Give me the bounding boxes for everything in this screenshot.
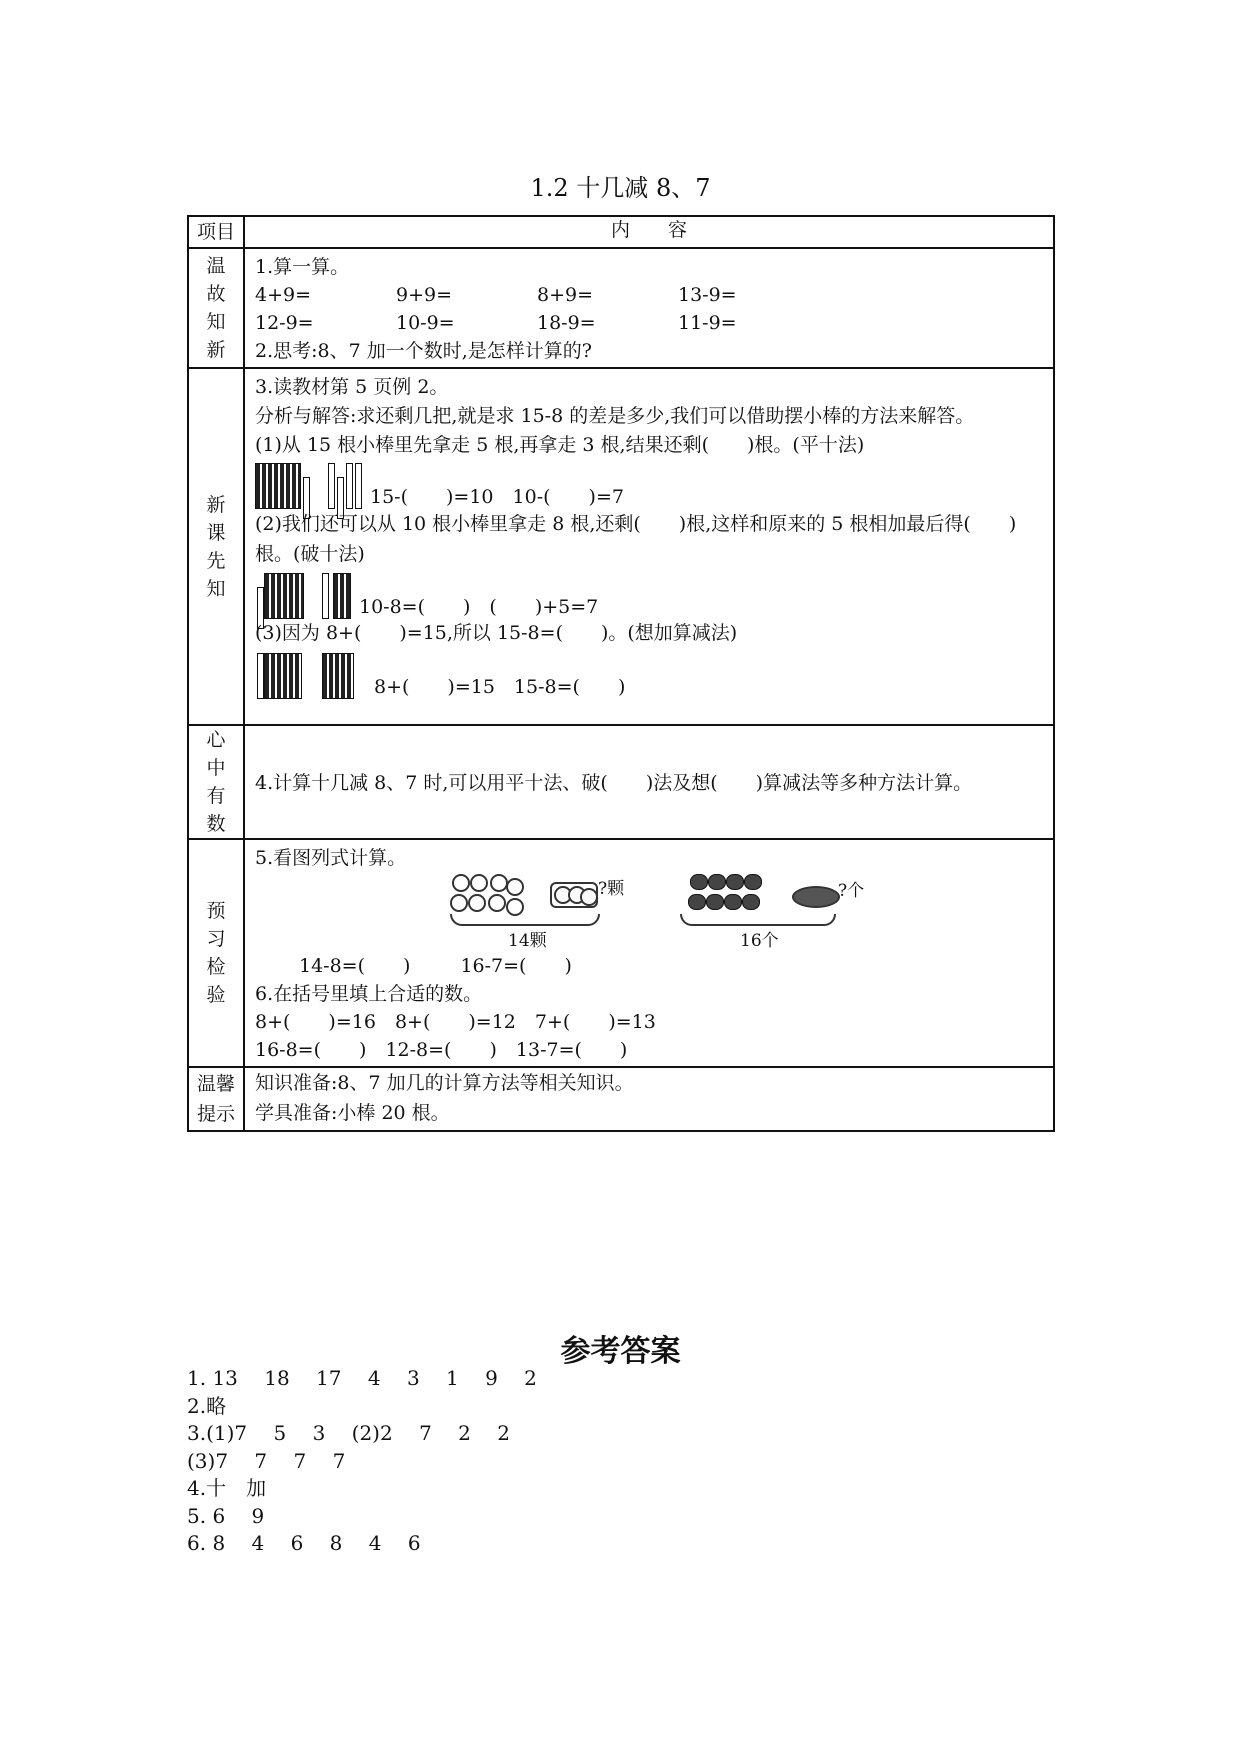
- answer-line: 2.略: [187, 1393, 227, 1418]
- fill-item: 8+( )=16: [255, 1011, 376, 1033]
- answer-line: (3)7 7 7 7: [187, 1448, 346, 1473]
- stick-bundle-illustration: [322, 653, 354, 699]
- answer-line: 3.(1)7 5 3 (2)2 7 2 2: [187, 1421, 510, 1445]
- answer-line: 5. 6 9: [187, 1503, 265, 1528]
- answer-line: 1. 13 18 17 4 3 1 9 2: [187, 1366, 537, 1390]
- ball-illustration: [490, 874, 508, 892]
- brace-icon: [450, 914, 600, 926]
- section-tips: [244, 1067, 1054, 1131]
- sticks-figure-2: [255, 569, 1045, 619]
- header-item-cell: [188, 216, 244, 248]
- section-new: [244, 368, 1054, 725]
- analysis-text: 分析与解答:求还剩几把,就是求 15-8 的差是多少,我们可以借助摆小棒的方法来解答。: [255, 405, 975, 427]
- stick-illustration: [322, 573, 329, 619]
- ball-illustration: [488, 894, 506, 912]
- section-check: [244, 839, 1054, 1067]
- stick-illustration: [346, 463, 353, 509]
- stick-illustration: [355, 463, 362, 509]
- fill-item: 16-8=( ): [255, 1039, 367, 1061]
- sticks-figure-3: [255, 647, 1045, 699]
- ball-illustration: [452, 874, 470, 892]
- picture-2-question: ?个: [838, 881, 865, 901]
- calc-row-1: [255, 281, 1045, 309]
- calc-row-2: [255, 309, 1045, 337]
- section-label-check: 预习检验: [188, 839, 244, 1067]
- method-1-equation: 15-( )=10 10-( )=7: [370, 486, 624, 508]
- calc-item: 10-9=: [396, 312, 455, 334]
- strawberry-illustration: [688, 894, 706, 910]
- tips-label-line: 提示: [196, 1103, 235, 1125]
- question-6: 6.在括号里填上合适的数。: [255, 983, 483, 1005]
- fill-row-1: [255, 1008, 1045, 1036]
- picture-2-equation: 16-7=( ): [460, 955, 572, 977]
- question-5: 5.看图列式计算。: [255, 847, 407, 869]
- question-3: 3.读教材第 5 页例 2。: [255, 376, 449, 398]
- stick-illustration: [257, 653, 264, 699]
- question-1: 1.算一算。: [255, 256, 350, 278]
- answer-line: 4.十 加: [187, 1476, 267, 1500]
- fill-item: 7+( )=13: [534, 1011, 656, 1033]
- fill-row-2: [255, 1036, 1045, 1064]
- picture-1-question: ?颗: [598, 879, 625, 899]
- ball-illustration: [506, 878, 524, 896]
- section-review: [244, 248, 1054, 368]
- fill-item: 12-8=( ): [385, 1039, 497, 1061]
- stick-bundle-illustration: [255, 463, 301, 509]
- question-2: 2.思考:8、7 加一个数时,是怎样计算的?: [255, 340, 592, 362]
- picture-berries: [680, 872, 880, 952]
- section-label-new: 新课先知: [188, 368, 244, 725]
- section-mind: [244, 725, 1054, 839]
- picture-equations: [255, 952, 1045, 980]
- sticks-figure-1: [255, 459, 1045, 509]
- strawberry-illustration: [744, 874, 762, 890]
- picture-1-total: 14颗: [508, 931, 547, 951]
- method-2-equation: 10-8=( ) ( )+5=7: [359, 596, 599, 618]
- picture-problems: [255, 872, 1045, 952]
- calc-item: 9+9=: [396, 284, 453, 306]
- ball-illustration: [468, 894, 486, 912]
- calc-item: 13-9=: [678, 284, 737, 306]
- stick-illustration: [328, 463, 335, 509]
- plate-illustration: [792, 886, 840, 908]
- calc-item: 11-9=: [678, 312, 737, 334]
- tip-knowledge: 知识准备:8、7 加几的计算方法等相关知识。: [255, 1072, 634, 1094]
- question-4: 4.计算十几减 8、7 时,可以用平十法、破( )法及想( )算减法等多种方法计算。: [255, 772, 973, 794]
- method-3-equation: 8+( )=15 15-8=( ): [374, 676, 626, 698]
- ball-illustration: [450, 894, 468, 912]
- answer-line: 6. 8 4 6 8 4 6: [187, 1531, 421, 1555]
- strawberry-illustration: [690, 874, 708, 890]
- brace-icon: [680, 914, 836, 926]
- header-content: 内 容: [610, 219, 687, 241]
- section-label-mind: 心中有数: [188, 725, 244, 839]
- method-1-text: (1)从 15 根小棒里先拿走 5 根,再拿走 3 根,结果还剩( )根。(平十法): [255, 434, 865, 456]
- page-title: 1.2 十几减 8、7: [530, 174, 711, 202]
- header-item: 项目: [196, 221, 235, 243]
- ball-illustration: [580, 888, 598, 906]
- answers-list: [187, 1365, 537, 1558]
- answers-title: 参考答案: [560, 1334, 681, 1369]
- lesson-table: [187, 215, 1055, 1132]
- strawberry-illustration: [724, 894, 742, 910]
- stick-bundle-illustration: [333, 573, 351, 619]
- stick-bundle-illustration: [264, 653, 302, 699]
- calc-item: 8+9=: [537, 284, 594, 306]
- stick-bundle-illustration: [264, 573, 304, 619]
- method-3-text: (3)因为 8+( )=15,所以 15-8=( )。(想加算减法): [255, 622, 738, 644]
- section-label-tips: [188, 1067, 244, 1131]
- picture-1-equation: 14-8=( ): [299, 955, 411, 977]
- calc-item: 12-9=: [255, 312, 314, 334]
- calc-item: 4+9=: [255, 284, 312, 306]
- ball-illustration: [470, 874, 488, 892]
- method-2-text: (2)我们还可以从 10 根小棒里拿走 8 根,还剩( )根,这样和原来的 5 根相加最后得( )根。(破十法): [255, 513, 1017, 565]
- picture-2-total: 16个: [740, 931, 779, 951]
- strawberry-illustration: [708, 874, 726, 890]
- calc-item: 18-9=: [537, 312, 596, 334]
- tip-tools: 学具准备:小棒 20 根。: [255, 1102, 450, 1124]
- header-content-cell: [244, 216, 1054, 248]
- strawberry-illustration: [726, 874, 744, 890]
- strawberry-illustration: [742, 894, 760, 910]
- fill-item: 8+( )=12: [394, 1011, 516, 1033]
- strawberry-illustration: [706, 894, 724, 910]
- section-label-review: 温故知新: [188, 248, 244, 368]
- tips-label-line: 温馨: [196, 1073, 235, 1095]
- fill-item: 13-7=( ): [515, 1039, 628, 1061]
- picture-balls: [450, 872, 630, 952]
